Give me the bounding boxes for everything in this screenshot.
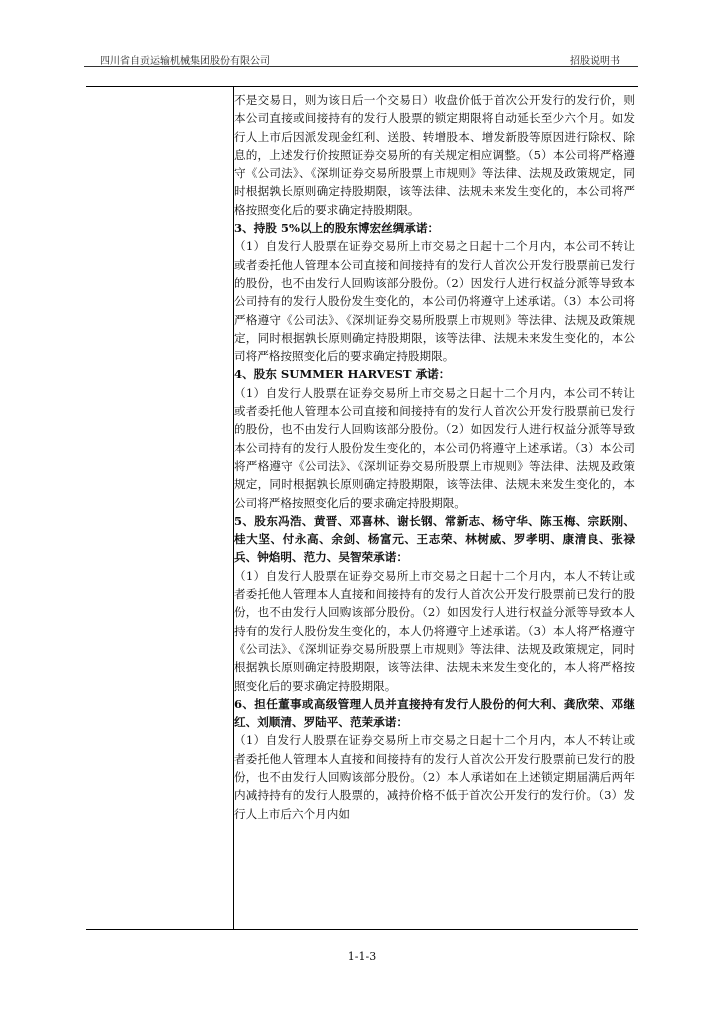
- page-number: 1-1-3: [347, 950, 377, 963]
- paragraph-item-6: （1）自发行人股票在证券交易所上市交易之日起十二个月内，本人不转让或者委托他人管理本人直接和间接持有的发行人首次公开发行股票前已发行的股份，也不由发行人回购该部分股份。（2）本人承诺如在上述锁定期届满后两年内减持持有的发行人股票的，减持价格不低于首次公开发行的发行价。（3）发行人上市后六个月内如: [234, 733, 635, 821]
- page-header: [84, 50, 638, 67]
- paragraph-continued: 不是交易日，则为该日后一个交易日）收盘价低于首次公开发行的发行价，则本公司直接或间接持有的发行人股票的锁定期限将自动延长至少六个月。如发行人上市后因派发现金红利、送股、转增股本、增发新股等原因进行除权、除息的，上述发行价按照证券交易所的有关规定相应调整。（5）本公司将严格遵守《公司法》、《深圳证券交易所股票上市规则》等法律、法规及政策规定，同时根据孰长原则确定持股期限，该等法律、法规未来发生变化的，本公司将严格按照变化后的要求确定持股期限。: [234, 93, 635, 217]
- paragraph-item-3: （1）自发行人股票在证券交易所上市交易之日起十二个月内，本公司不转让或者委托他人管理本公司直接和间接持有的发行人首次公开发行股票前已发行的股份，也不由发行人回购该部分股份。（2）因发行人进行权益分派等导致本公司持有的发行人股份发生变化的，本公司仍将遵守上述承诺。（3）本公司将严格遵守《公司法》、《深圳证券交易所股票上市规则》等法律、法规及政策规定，同时根据孰长原则确定持股期限，该等法律、法规未来发生变化的，本公司将严格按照变化后的要求确定持股期限。: [234, 239, 635, 364]
- table-content-cell: [234, 91, 635, 823]
- paragraph-item-5: （1）自发行人股票在证券交易所上市交易之日起十二个月内，本人不转让或者委托他人管理本人直接和间接持有的发行人首次公开发行股票前已发行的股份，也不由发行人回购该部分股份。（2）如因发行人进行权益分派等导致本人持有的发行人股份发生变化的，本人仍将遵守上述承诺。（3）本人将严格遵守《公司法》、《深圳证券交易所股票上市规则》等法律、法规及政策规定，同时根据孰长原则确定持股期限，该等法律、法规未来发生变化的，本人将严格按照变化后的要求确定持股期限。: [234, 568, 635, 693]
- paragraph-item-4: （1）自发行人股票在证券交易所上市交易之日起十二个月内，本公司不转让或者委托他人管理本公司直接和间接持有的发行人首次公开发行股票前已发行的股份，也不由发行人回购该部分股份。（2）如因发行人进行权益分派等导致本公司持有的发行人股份发生变化的，本公司仍将遵守上述承诺。（3）本公司将严格遵守《公司法》、《深圳证券交易所股票上市规则》等法律、法规及政策规定，同时根据孰长原则确定持股期限，该等法律、法规未来发生变化的，本公司将严格按照变化后的要求确定持股期限。: [234, 385, 635, 510]
- heading-item-4: 4、股东 SUMMER HARVEST 承诺：: [234, 367, 451, 382]
- heading-item-3: 3、持股 5%以上的股东博宏丝绸承诺：: [234, 221, 440, 236]
- heading-item-6: 6、担任董事或高级管理人员并直接持有发行人股份的何大利、龚欣荣、邓继红、刘顺清、罗陆平、范茉承诺：: [234, 696, 635, 730]
- commitment-table: [86, 86, 638, 930]
- table-left-column: [86, 87, 234, 929]
- document-type: 招股说明书: [570, 56, 620, 67]
- company-name: 四川省自贡运输机械集团股份有限公司: [100, 56, 270, 67]
- heading-item-5: 5、股东冯浩、黄晋、邓喜林、谢长钢、常新志、杨守华、陈玉梅、宗跃刚、桂大坚、付永高、余剑、杨富元、王志荣、林树威、罗孝明、康清良、张禄兵、钟焰明、范力、吴智荣承诺：: [234, 513, 635, 565]
